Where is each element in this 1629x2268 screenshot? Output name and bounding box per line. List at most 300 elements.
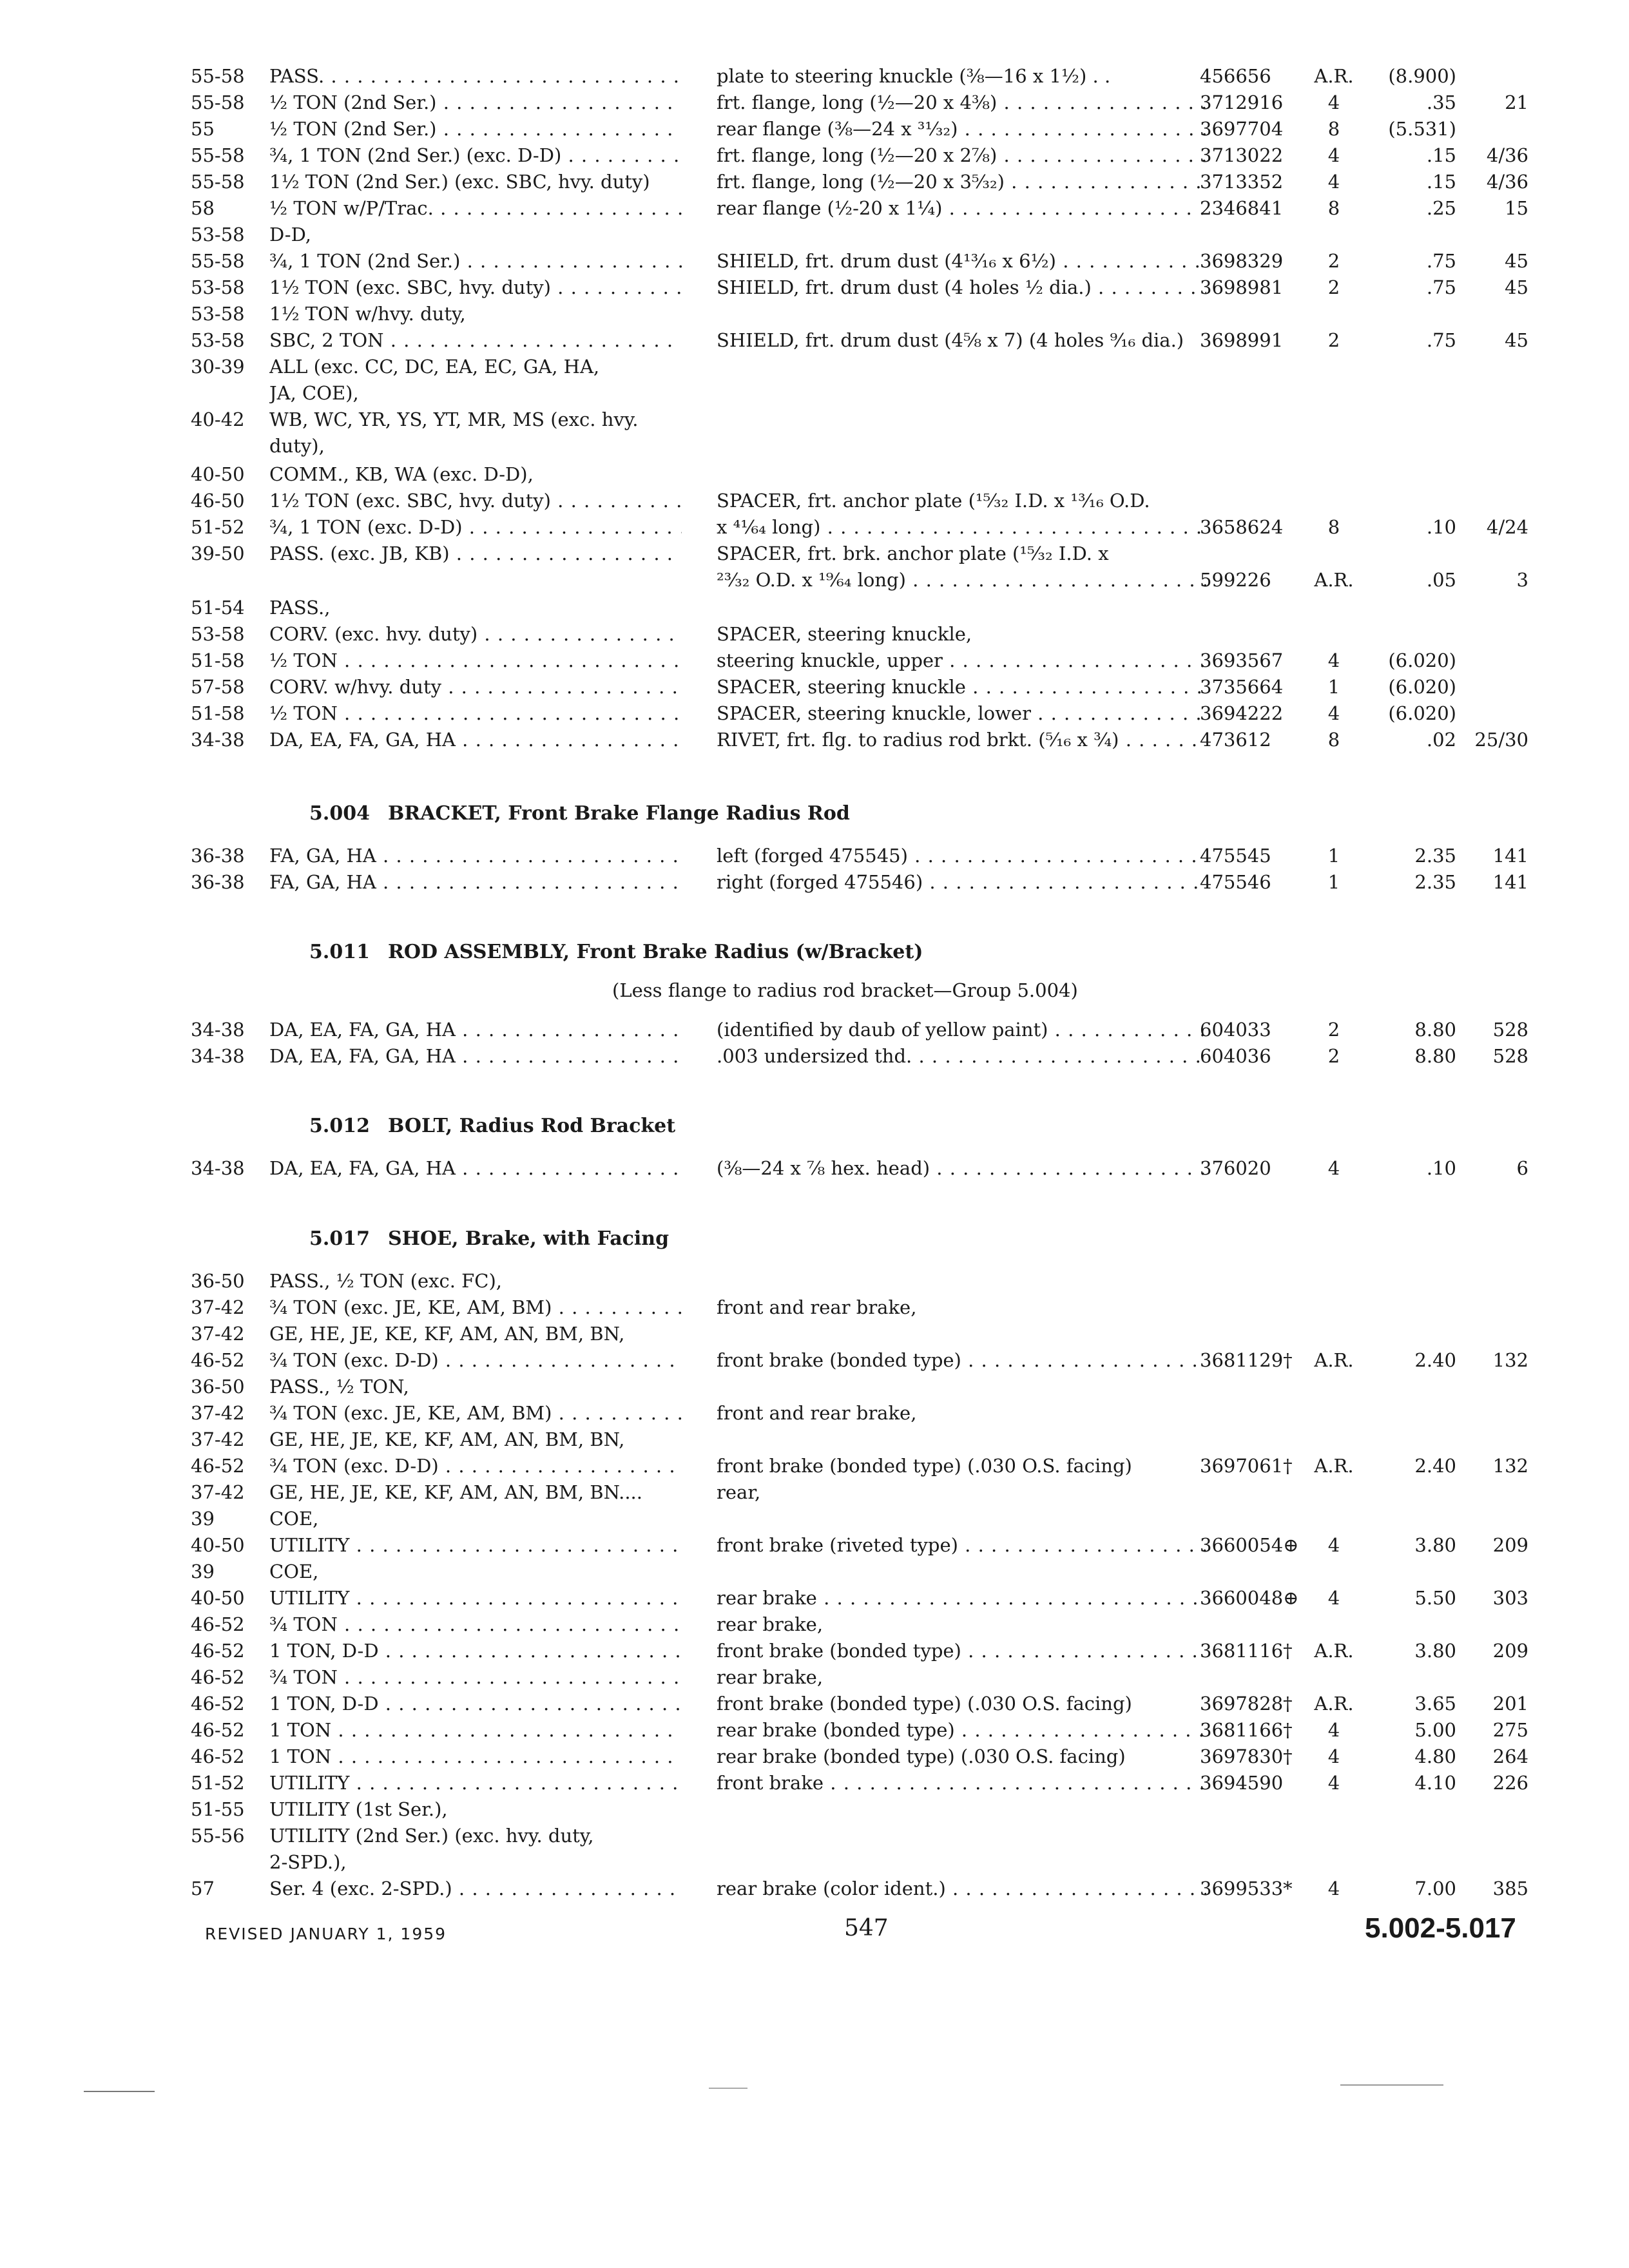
group-heading	[309, 802, 850, 825]
quantity: A.R.	[1314, 65, 1354, 87]
part-description: frt. flange, long (½—20 x 2⅞) . . .	[717, 144, 1206, 167]
parts-row	[0, 144, 1629, 167]
quantity: A.R.	[1314, 569, 1354, 591]
part-description: (identified by daub of yellow paint) . . .	[717, 1018, 1206, 1041]
list-price: .75	[1426, 329, 1456, 351]
net-price: 4/24	[1486, 516, 1528, 538]
part-description: rear flange (⅜—24 x ³¹⁄₃₂) . . .	[717, 117, 1206, 140]
model-application: ¾, 1 TON (2nd Ser.) . . .	[269, 249, 682, 273]
parts-row	[0, 302, 1629, 325]
part-number: 475546	[1200, 871, 1271, 893]
model-application: FA, GA, HA . . .	[269, 844, 682, 867]
list-price: .05	[1426, 569, 1456, 591]
year-range: 53-58	[191, 329, 245, 351]
parts-row	[0, 596, 1629, 619]
year-range: 55	[191, 118, 215, 140]
part-number: 3658624	[1200, 516, 1284, 538]
part-description: rear brake (bonded type) (.030 O.S. facing)	[717, 1745, 1126, 1767]
parts-row	[0, 1481, 1629, 1504]
model-application: ¾ TON (exc. D-D) . . .	[269, 1349, 682, 1372]
model-application: CORV. (exc. hvy. duty) . . .	[269, 622, 682, 646]
year-range: 40-50	[191, 1587, 245, 1609]
model-application: COE,	[269, 1561, 319, 1582]
model-application: DA, EA, FA, GA, HA . . .	[269, 728, 682, 751]
model-application: WB, WC, YR, YS, YT, MR, MS (exc. hvy.	[269, 408, 639, 430]
part-description: right (forged 475546) . . .	[717, 870, 1206, 894]
part-number: 3698991	[1200, 329, 1284, 351]
group-title: SHOE, Brake, with Facing	[387, 1227, 670, 1250]
part-number: 599226	[1200, 569, 1271, 591]
group-number: 5.017	[309, 1227, 370, 1250]
list-price: 2.35	[1414, 845, 1456, 867]
parts-row	[0, 64, 1629, 88]
model-application: ¾, 1 TON (exc. D-D) . . .	[269, 515, 682, 539]
model-application: ½ TON (2nd Ser.) . . .	[269, 117, 682, 140]
model-application: ¾ TON . . .	[269, 1666, 682, 1689]
part-description: x ⁴¹⁄₆₄ long) . . .	[717, 515, 1206, 539]
part-description: left (forged 475545) . . .	[717, 844, 1206, 867]
model-application: ¾ TON . . .	[269, 1613, 682, 1636]
year-range: 51-58	[191, 702, 245, 724]
scan-mark	[84, 2091, 155, 2092]
part-number: 2346841	[1200, 197, 1284, 219]
part-number: 3698329	[1200, 250, 1284, 272]
parts-row	[0, 117, 1629, 140]
year-range: 36-50	[191, 1270, 245, 1292]
parts-row	[0, 1454, 1629, 1477]
year-range: 39-50	[191, 543, 245, 564]
model-application: D-D,	[269, 224, 312, 245]
parts-row	[0, 542, 1629, 565]
year-range: 57-58	[191, 676, 245, 698]
year-range: 53-58	[191, 224, 245, 245]
part-number: 3697061†	[1200, 1455, 1293, 1477]
parts-row	[0, 1428, 1629, 1451]
parts-row	[0, 276, 1629, 299]
parts-row	[0, 1639, 1629, 1662]
part-description: SHIELD, frt. drum dust (4¹³⁄₁₆ x 6½) . . .	[717, 249, 1206, 273]
model-application: SBC, 2 TON . . .	[269, 329, 682, 352]
group-number: 5.012	[309, 1115, 370, 1137]
quantity: 1	[1327, 676, 1340, 698]
parts-row	[0, 1269, 1629, 1293]
quantity: A.R.	[1314, 1640, 1354, 1662]
model-application: GE, HE, JE, KE, KF, AM, AN, BM, BN,	[269, 1323, 625, 1345]
part-number: 3681129†	[1200, 1349, 1293, 1371]
parts-row	[0, 702, 1629, 725]
part-number: 3697704	[1200, 118, 1284, 140]
net-price: 45	[1505, 250, 1528, 272]
model-application: 1 TON . . .	[269, 1718, 682, 1742]
group-title: BOLT, Radius Rod Bracket	[387, 1115, 676, 1137]
part-number: 3713022	[1200, 144, 1284, 166]
net-price: 264	[1492, 1745, 1528, 1767]
part-description: SHIELD, frt. drum dust (4⅝ x 7) (4 holes ⁹⁄₁₆ dia.)	[717, 329, 1184, 351]
part-description: frt. flange, long (½—20 x 3⁵⁄₃₂) . . .	[717, 170, 1206, 193]
model-application: DA, EA, FA, GA, HA . . .	[269, 1157, 682, 1180]
list-price: 3.80	[1414, 1640, 1456, 1662]
quantity: 2	[1327, 276, 1340, 298]
model-application: PASS.,	[269, 597, 331, 619]
part-number: 376020	[1200, 1157, 1271, 1179]
model-application: GE, HE, JE, KE, KF, AM, AN, BM, BN,	[269, 1428, 625, 1450]
model-application: FA, GA, HA . . .	[269, 870, 682, 894]
list-price: .10	[1426, 516, 1456, 538]
group-title: ROD ASSEMBLY, Front Brake Radius (w/Bracket)	[387, 941, 923, 963]
group-heading	[309, 1115, 675, 1138]
quantity: 4	[1327, 1534, 1340, 1556]
model-application: 1½ TON (exc. SBC, hvy. duty) . . .	[269, 489, 682, 512]
model-application: 1½ TON w/hvy. duty,	[269, 303, 466, 325]
quantity: 2	[1327, 329, 1340, 351]
year-range: 55-58	[191, 250, 245, 272]
model-application: UTILITY (2nd Ser.) (exc. hvy. duty,	[269, 1825, 594, 1847]
model-application: CORV. w/hvy. duty . . .	[269, 675, 682, 698]
model-application: UTILITY . . .	[269, 1533, 682, 1557]
model-application: Ser. 4 (exc. 2-SPD.) . . .	[269, 1877, 682, 1900]
group-note: (Less flange to radius rod bracket—Group 5.004)	[612, 979, 1078, 1001]
year-range: 30-39	[191, 356, 245, 378]
parts-row	[0, 1692, 1629, 1715]
part-description: frt. flange, long (½—20 x 4⅜) . . .	[717, 91, 1206, 114]
model-application: GE, HE, JE, KE, KF, AM, AN, BM, BN....	[269, 1481, 642, 1503]
parts-row	[0, 170, 1629, 193]
parts-row	[0, 1157, 1629, 1180]
part-description: rear brake,	[717, 1666, 824, 1688]
quantity: 4	[1327, 649, 1340, 671]
parts-row	[0, 675, 1629, 698]
model-application: PASS., ½ TON,	[269, 1376, 409, 1398]
list-price: 2.40	[1414, 1455, 1456, 1477]
scan-mark	[709, 2088, 747, 2089]
page-number: 547	[844, 1915, 889, 1941]
model-application: 1 TON . . .	[269, 1745, 682, 1768]
list-price: 8.80	[1414, 1045, 1456, 1067]
part-description: SPACER, steering knuckle . . .	[717, 675, 1206, 698]
part-number: 604036	[1200, 1045, 1271, 1067]
parts-row	[0, 1666, 1629, 1689]
model-application: PASS., ½ TON (exc. FC),	[269, 1270, 503, 1292]
parts-row	[0, 1850, 1629, 1874]
group-number: 5.004	[309, 802, 370, 825]
model-application: ¾ TON (exc. JE, KE, AM, BM) . . .	[269, 1296, 682, 1319]
net-price: 201	[1492, 1693, 1528, 1715]
parts-row	[0, 1877, 1629, 1900]
part-number: 3698981	[1200, 276, 1284, 298]
model-application: JA, COE),	[269, 382, 359, 404]
part-description: .003 undersized thd. . . .	[717, 1044, 1206, 1068]
model-application: ¾, 1 TON (2nd Ser.) (exc. D-D) . . .	[269, 144, 682, 167]
parts-row	[0, 1044, 1629, 1068]
year-range: 46-50	[191, 490, 245, 512]
quantity: 4	[1327, 702, 1340, 724]
list-price: (8.900)	[1388, 65, 1456, 87]
quantity: A.R.	[1314, 1455, 1354, 1477]
part-description: SHIELD, frt. drum dust (4 holes ½ dia.) . . .	[717, 276, 1206, 299]
year-range: 55-58	[191, 171, 245, 193]
quantity: 4	[1327, 1157, 1340, 1179]
part-number: 3694222	[1200, 702, 1284, 724]
parts-row	[0, 844, 1629, 867]
year-range: 34-38	[191, 1045, 245, 1067]
quantity: 2	[1327, 1019, 1340, 1041]
year-range: 37-42	[191, 1428, 245, 1450]
model-application: PASS. (exc. JB, KB) . . .	[269, 542, 682, 565]
part-description: RIVET, frt. flg. to radius rod brkt. (⁵⁄₁₆ x ¾) . . .	[717, 728, 1206, 751]
part-description: SPACER, steering knuckle,	[717, 623, 972, 645]
year-range: 40-42	[191, 408, 245, 430]
year-range: 34-38	[191, 1157, 245, 1179]
quantity: 4	[1327, 1878, 1340, 1899]
net-price: 528	[1492, 1045, 1528, 1067]
net-price: 209	[1492, 1534, 1528, 1556]
year-range: 46-52	[191, 1719, 245, 1741]
parts-row	[0, 649, 1629, 672]
group-heading	[309, 1227, 669, 1251]
part-number: 3713352	[1200, 171, 1284, 193]
model-application: DA, EA, FA, GA, HA . . .	[269, 1044, 682, 1068]
year-range: 46-52	[191, 1666, 245, 1688]
year-range: 53-58	[191, 623, 245, 645]
year-range: 46-52	[191, 1640, 245, 1662]
part-description: SPACER, steering knuckle, lower . . .	[717, 702, 1206, 725]
part-description: SPACER, frt. brk. anchor plate (¹⁵⁄₃₂ I.D. x	[717, 543, 1109, 564]
quantity: 8	[1327, 197, 1340, 219]
net-price: 21	[1505, 91, 1528, 113]
year-range: 40-50	[191, 463, 245, 485]
year-range: 37-42	[191, 1323, 245, 1345]
list-price: 5.50	[1414, 1587, 1456, 1609]
model-application: 2-SPD.),	[269, 1851, 347, 1873]
net-price: 528	[1492, 1019, 1528, 1041]
scan-mark	[1340, 2084, 1443, 2086]
parts-row	[0, 197, 1629, 220]
quantity: 4	[1327, 91, 1340, 113]
quantity: 4	[1327, 1745, 1340, 1767]
model-application: 1 TON, D-D . . .	[269, 1692, 682, 1715]
year-range: 51-55	[191, 1798, 245, 1820]
net-price: 45	[1505, 276, 1528, 298]
part-description: (⅜—24 x ⅞ hex. head) . . .	[717, 1157, 1206, 1180]
part-description: steering knuckle, upper . . .	[717, 649, 1206, 672]
group-number: 5.011	[309, 941, 370, 963]
list-price: 3.65	[1414, 1693, 1456, 1715]
net-price: 209	[1492, 1640, 1528, 1662]
net-price: 4/36	[1486, 171, 1528, 193]
year-range: 53-58	[191, 276, 245, 298]
year-range: 53-58	[191, 303, 245, 325]
model-application: PASS. . . .	[269, 64, 682, 88]
model-application: ALL (exc. CC, DC, EA, EC, GA, HA,	[269, 356, 600, 378]
year-range: 37-42	[191, 1481, 245, 1503]
model-application: 1 TON, D-D . . .	[269, 1639, 682, 1662]
part-description: plate to steering knuckle (⅜—16 x 1½) . .	[717, 65, 1111, 87]
model-application: UTILITY . . .	[269, 1586, 682, 1610]
parts-row	[0, 1349, 1629, 1372]
model-application: ¾ TON (exc. JE, KE, AM, BM) . . .	[269, 1401, 682, 1425]
year-range: 36-38	[191, 845, 245, 867]
part-description: rear brake (bonded type) . . .	[717, 1718, 1206, 1742]
year-range: 37-42	[191, 1402, 245, 1424]
model-application: 1½ TON (2nd Ser.) (exc. SBC, hvy. duty)	[269, 171, 650, 193]
net-price: 275	[1492, 1719, 1528, 1741]
parts-row	[0, 1613, 1629, 1636]
net-price: 4/36	[1486, 144, 1528, 166]
quantity: A.R.	[1314, 1693, 1354, 1715]
list-price: 2.40	[1414, 1349, 1456, 1371]
model-application: UTILITY . . .	[269, 1771, 682, 1794]
group-range: 5.002-5.017	[1365, 1912, 1516, 1944]
quantity: 1	[1327, 845, 1340, 867]
part-number: 3681166†	[1200, 1719, 1293, 1741]
net-price: 25/30	[1474, 729, 1528, 751]
year-range: 51-52	[191, 516, 245, 538]
list-price: 4.80	[1414, 1745, 1456, 1767]
parts-row	[0, 1771, 1629, 1794]
quantity: 1	[1327, 871, 1340, 893]
quantity: 2	[1327, 250, 1340, 272]
list-price: 5.00	[1414, 1719, 1456, 1741]
year-range: 39	[191, 1508, 215, 1530]
parts-row	[0, 91, 1629, 114]
net-price: 132	[1492, 1349, 1528, 1371]
parts-row	[0, 622, 1629, 646]
list-price: .25	[1426, 197, 1456, 219]
parts-row	[0, 568, 1629, 591]
parts-row	[0, 1322, 1629, 1345]
year-range: 39	[191, 1561, 215, 1582]
list-price: 2.35	[1414, 871, 1456, 893]
model-application: duty),	[269, 435, 325, 457]
net-price: 15	[1505, 197, 1528, 219]
year-range: 46-52	[191, 1745, 245, 1767]
parts-row	[0, 223, 1629, 246]
revision-date: REVISED JANUARY 1, 1959	[205, 1925, 447, 1943]
list-price: .35	[1426, 91, 1456, 113]
year-range: 36-38	[191, 871, 245, 893]
part-number: 3693567	[1200, 649, 1284, 671]
quantity: 4	[1327, 171, 1340, 193]
parts-row	[0, 355, 1629, 378]
model-application: 1½ TON (exc. SBC, hvy. duty) . . .	[269, 276, 682, 299]
parts-row	[0, 515, 1629, 539]
quantity: 4	[1327, 1719, 1340, 1741]
quantity: 4	[1327, 1772, 1340, 1794]
part-description: rear brake (color ident.) . . .	[717, 1877, 1206, 1900]
parts-row	[0, 1560, 1629, 1583]
model-application: COMM., KB, WA (exc. D-D),	[269, 463, 534, 485]
part-description: rear brake,	[717, 1613, 824, 1635]
parts-row	[0, 1824, 1629, 1847]
year-range: 55-58	[191, 65, 245, 87]
list-price: .75	[1426, 250, 1456, 272]
net-price: 6	[1516, 1157, 1528, 1179]
net-price: 385	[1492, 1878, 1528, 1899]
part-description: SPACER, frt. anchor plate (¹⁵⁄₃₂ I.D. x ¹³⁄₁₆ O.D.	[717, 490, 1150, 512]
part-description: front and rear brake,	[717, 1402, 917, 1424]
parts-row	[0, 1401, 1629, 1425]
net-price: 303	[1492, 1587, 1528, 1609]
year-range: 34-38	[191, 1019, 245, 1041]
part-number: 473612	[1200, 729, 1271, 751]
year-range: 51-54	[191, 597, 245, 619]
group-title: BRACKET, Front Brake Flange Radius Rod	[387, 802, 850, 825]
part-description: rear brake . . .	[717, 1586, 1206, 1610]
part-number: 475545	[1200, 845, 1271, 867]
parts-row	[0, 434, 1629, 457]
parts-row	[0, 1586, 1629, 1610]
list-price: 7.00	[1414, 1878, 1456, 1899]
model-application: ½ TON (2nd Ser.) . . .	[269, 91, 682, 114]
model-application: ¾ TON (exc. D-D) . . .	[269, 1454, 682, 1477]
list-price: (6.020)	[1388, 702, 1456, 724]
net-price: 141	[1492, 871, 1528, 893]
parts-row	[0, 1507, 1629, 1530]
year-range: 46-52	[191, 1455, 245, 1477]
year-range: 51-52	[191, 1772, 245, 1794]
part-description: front brake (bonded type) . . .	[717, 1349, 1206, 1372]
year-range: 40-50	[191, 1534, 245, 1556]
group-heading	[309, 941, 923, 964]
part-number: 3660048⊕	[1200, 1587, 1299, 1609]
list-price: (5.531)	[1388, 118, 1456, 140]
list-price: .02	[1426, 729, 1456, 751]
model-application: ½ TON . . .	[269, 649, 682, 672]
year-range: 46-52	[191, 1349, 245, 1371]
part-number: 604033	[1200, 1019, 1271, 1041]
part-description: front brake (riveted type) . . .	[717, 1533, 1206, 1557]
list-price: .15	[1426, 144, 1456, 166]
part-description: front brake (bonded type) . . .	[717, 1639, 1206, 1662]
part-number: 3697828†	[1200, 1693, 1293, 1715]
year-range: 55-58	[191, 144, 245, 166]
part-number: 3697830†	[1200, 1745, 1293, 1767]
year-range: 46-52	[191, 1693, 245, 1715]
list-price: 3.80	[1414, 1534, 1456, 1556]
parts-row	[0, 1745, 1629, 1768]
parts-row	[0, 249, 1629, 273]
list-price: .10	[1426, 1157, 1456, 1179]
parts-row	[0, 1718, 1629, 1742]
year-range: 55-56	[191, 1825, 245, 1847]
year-range: 55-58	[191, 91, 245, 113]
year-range: 46-52	[191, 1613, 245, 1635]
part-description: ²³⁄₃₂ O.D. x ¹⁹⁄₆₄ long) . . .	[717, 568, 1206, 591]
part-number: 3699533*	[1200, 1878, 1293, 1899]
year-range: 57	[191, 1878, 215, 1899]
part-number: 3712916	[1200, 91, 1284, 113]
quantity: 8	[1327, 516, 1340, 538]
parts-row	[0, 870, 1629, 894]
part-description: front brake (bonded type) (.030 O.S. facing)	[717, 1455, 1132, 1477]
parts-row	[0, 329, 1629, 352]
part-number: 3660054⊕	[1200, 1534, 1299, 1556]
list-price: (6.020)	[1388, 649, 1456, 671]
net-price: 226	[1492, 1772, 1528, 1794]
model-application: ½ TON w/P/Trac. . . .	[269, 197, 682, 220]
model-application: UTILITY (1st Ser.),	[269, 1798, 448, 1820]
list-price: (6.020)	[1388, 676, 1456, 698]
net-price: 132	[1492, 1455, 1528, 1477]
parts-row	[0, 1533, 1629, 1557]
parts-row	[0, 1296, 1629, 1319]
list-price: .75	[1426, 276, 1456, 298]
parts-row	[0, 463, 1629, 486]
part-description: front brake . . .	[717, 1771, 1206, 1794]
parts-row	[0, 1018, 1629, 1041]
year-range: 37-42	[191, 1296, 245, 1318]
parts-row	[0, 381, 1629, 405]
